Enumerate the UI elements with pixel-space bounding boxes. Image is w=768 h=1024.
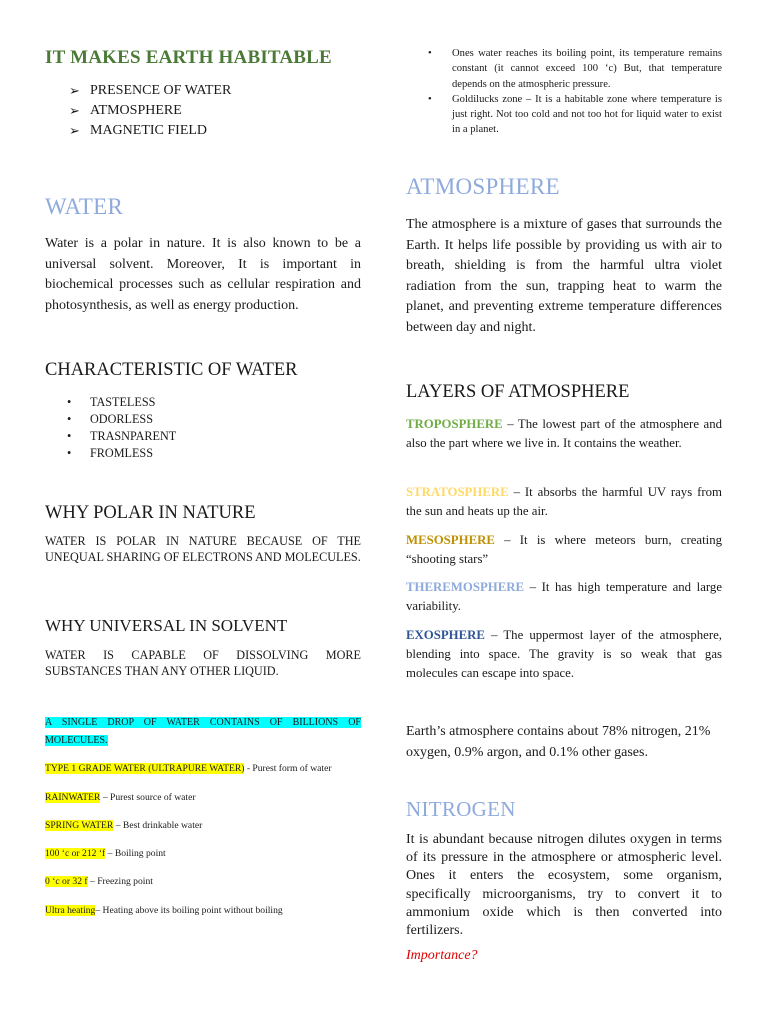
layer-mesosphere: MESOSPHERE – It is where meteors burn, creating “shooting stars” (406, 533, 722, 567)
drop-fact (45, 714, 361, 750)
habitable-title: IT MAKES EARTH HABITABLE (45, 47, 332, 68)
characteristic-list (45, 394, 361, 462)
fact-ultrapure: TYPE 1 GRADE WATER (ULTRAPURE WATER) - Purest form of water (45, 763, 332, 774)
list-item: ➢ PRESENCE OF WATER (45, 81, 361, 101)
fact-rainwater: RAINWATER – Purest source of water (45, 792, 196, 803)
composition-paragraph: Earth’s atmosphere contains about 78% nitrogen, 21% oxygen, 0.9% argon, and 0.1% other gases. (406, 724, 711, 760)
list-item: • TRASNPARENT (67, 429, 177, 443)
list-item: • Goldilucks zone – It is a habitable zone where temperature is just right. Not too cold and not too hot for liquid water to exist in a planet. (428, 93, 722, 136)
polar-heading: WHY POLAR IN NATURE (45, 503, 256, 523)
polar-paragraph: WATER IS POLAR IN NATURE BECAUSE OF THE UNEQUAL SHARING OF ELECTRONS AND MOLECULES. (45, 534, 361, 564)
atmosphere-heading: ATMOSPHERE (406, 174, 560, 199)
dot-bullet-icon: • (428, 93, 432, 105)
list-item: • FROMLESS (67, 446, 153, 460)
dot-bullet-icon: • (428, 48, 432, 59)
atmosphere-paragraph: The atmosphere is a mixture of gases that surrounds the Earth. It helps life possible by providing us with air to breath, shielding is from the harmful ultra violet radiation from the sun, trapping heat to warm the planet, and preventing extreme temperature differences between day and night. (406, 217, 722, 335)
importance-text: Importance? (406, 948, 478, 963)
arrow-bullet-icon: ➢ (69, 123, 80, 138)
solvent-paragraph: WATER IS CAPABLE OF DISSOLVING MORE SUBSTANCES THAN ANY OTHER LIQUID. (45, 648, 361, 678)
dot-bullet-icon: • (67, 395, 72, 409)
nitrogen-heading: NITROGEN (406, 797, 516, 821)
arrow-bullet-icon: ➢ (69, 103, 80, 118)
water-heading: WATER (45, 194, 124, 219)
list-item: • Ones water reaches its boiling point, its temperature remains constant (it cannot exceed 100 ‘c) But, that temperature depends on the atmospheric pressure. (428, 48, 722, 90)
boiling-notes-list (406, 46, 722, 138)
fact-boiling-point: 100 ‘c or 212 ‘f – Boiling point (45, 848, 166, 859)
characteristic-heading: CHARACTERISTIC OF WATER (45, 360, 298, 380)
layer-exosphere: EXOSPHERE – The uppermost layer of the atmosphere, blending into space. The gravity is so weak that gas molecules can escape into space. (406, 628, 722, 681)
dot-bullet-icon: • (67, 412, 72, 426)
habitable-list (45, 81, 361, 141)
nitrogen-paragraph: It is abundant because nitrogen dilutes oxygen in terms of its pressure in the atmosphere or atmospheric level. Ones it enters the ecosystem, some organism, specifically microorganisms, try to convert it to ammonium oxide which is then converted into fertilizers. (406, 832, 722, 939)
layer-stratosphere: STRATOSPHERE – It absorbs the harmful UV rays from the sun and heats up the air. (406, 485, 722, 519)
drop-fact-highlight: A SINGLE DROP OF WATER CONTAINS OF BILLIONS OF MOLECULES. (45, 717, 361, 746)
dot-bullet-icon: • (67, 429, 72, 443)
arrow-bullet-icon: ➢ (69, 83, 80, 98)
layer-thermosphere: THEREMOSPHERE – It has high temperature and large variability. (406, 580, 722, 614)
layer-troposphere: TROPOSPHERE – The lowest part of the atmosphere and also the part where we live in. It contains the weather. (406, 417, 722, 451)
fact-ultra-heating: Ultra heating– Heating above its boiling point without boiling (45, 905, 283, 916)
fact-spring-water: SPRING WATER – Best drinkable water (45, 820, 203, 831)
list-item: ➢ MAGNETIC FIELD (45, 121, 361, 141)
dot-bullet-icon: • (67, 446, 72, 460)
list-item: • TASTELESS (67, 395, 156, 409)
water-paragraph: Water is a polar in nature. It is also known to be a universal solvent. Moreover, It is important in biochemical processes such as cellular respiration and photosynthesis, as well as energy production. (45, 236, 361, 313)
solvent-heading: WHY UNIVERSAL IN SOLVENT (45, 616, 288, 635)
layers-heading: LAYERS OF ATMOSPHERE (406, 382, 630, 402)
fact-freezing-point: 0 ‘c or 32 f – Freezing point (45, 876, 153, 887)
list-item: ➢ ATMOSPHERE (45, 101, 361, 121)
list-item: • ODORLESS (67, 412, 153, 426)
